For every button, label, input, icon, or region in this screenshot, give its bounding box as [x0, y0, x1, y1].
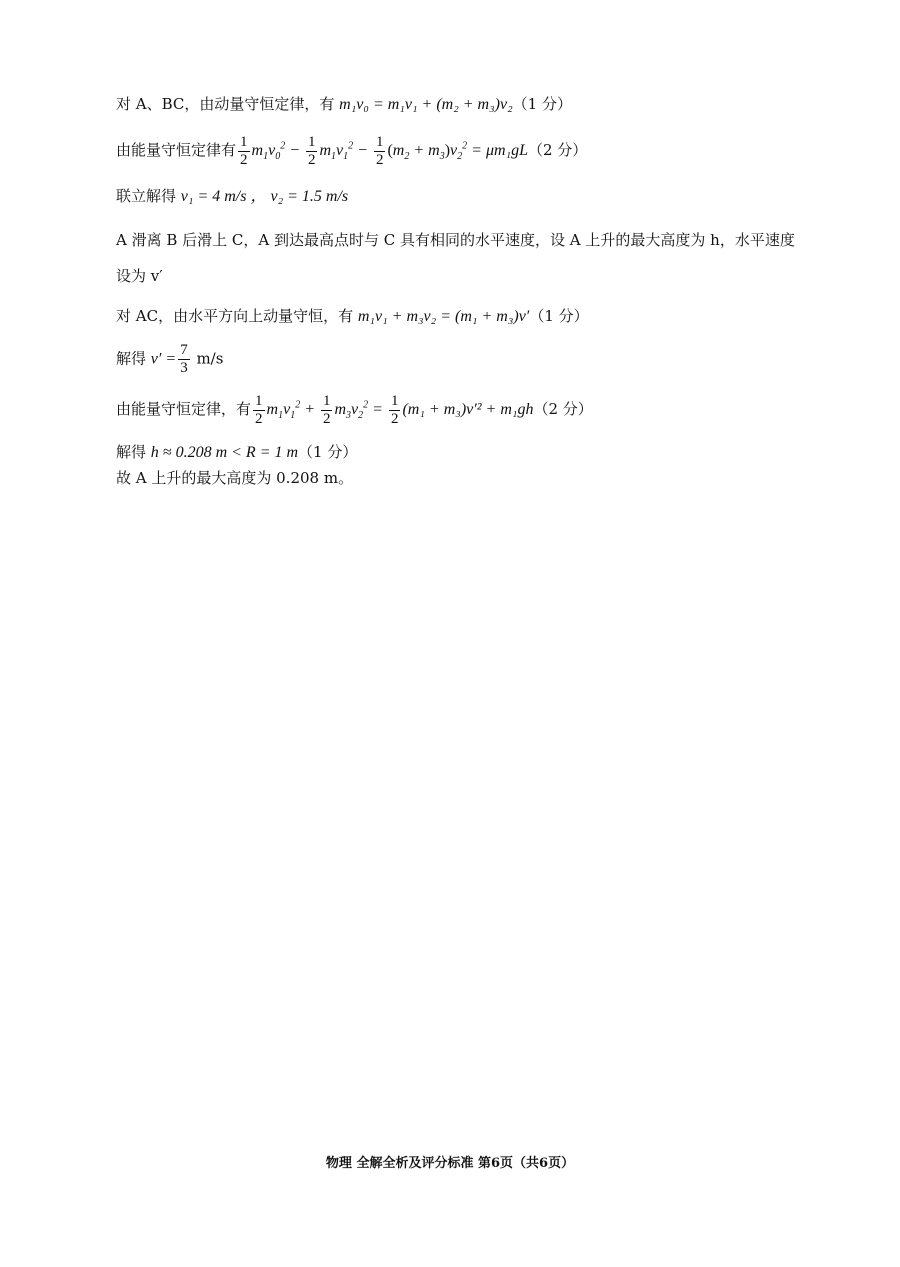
solution-line-energy-abc: [116, 134, 587, 169]
solution-line-conclusion: [116, 467, 353, 489]
math-expression: m₁v₁ + m₃v₂ = (m₁ + m₃)v′: [357, 308, 530, 325]
fraction-numerator: 7: [180, 342, 188, 358]
score-note: （1 分）: [529, 307, 589, 325]
solution-line-solve-vprime: [116, 342, 223, 377]
text-segment: 设为 v′: [116, 267, 163, 285]
solution-line-momentum-abc: [116, 93, 572, 116]
math-expression-energy: $\frac{1}{2}$ $m_1v_0^2$ − $\frac{1}{2}$ $m_1v_1^2$ − $\frac{1}{2}$ $(m_2 + m_3)v_2^2 = \mu m_1gL$: [240, 134, 528, 168]
score-note: （1 分）: [298, 443, 358, 461]
unit: m/s: [191, 349, 224, 368]
fraction-half: $\frac{1}{2}$: [240, 134, 248, 168]
math-lhs: v′ =: [150, 350, 177, 368]
math-tail: (m₁ + m₃)v′² + m₁gh: [402, 401, 534, 419]
score-note: （1 分）: [512, 95, 572, 113]
math-expression: h ≈ 0.208 m < R = 1 m: [150, 444, 299, 461]
text-segment: 解得: [116, 443, 151, 461]
text-segment: 对 AC，由水平方向上动量守恒，有: [116, 307, 358, 325]
page-footer: 物理 全解全析及评分标准 第6页（共6页）: [325, 1156, 575, 1171]
text-segment: 由能量守恒定律有: [116, 141, 237, 160]
fraction-half: $\frac{1}{2}$: [322, 393, 331, 427]
solution-line-description-cont: [116, 265, 163, 287]
fraction-half: $\frac{1}{2}$: [255, 393, 263, 427]
solution-line-solve-v: [116, 185, 348, 208]
fraction-half: $\frac{1}{2}$: [375, 134, 384, 168]
fraction-seven-thirds: [178, 342, 190, 377]
math-expression-energy-ac: $\frac{1}{2}$ $m_1v_1^2$ + $\frac{1}{2}$ $m_3v_2^2$ = $\frac{1}{2}$ (m₁ + m₃)v′² + m₁gh: [255, 393, 534, 427]
math-expression: v₁ = 4 m/s ， v₂ = 1.5 m/s: [180, 188, 349, 205]
score-note: （2 分）: [527, 141, 588, 160]
text-segment: 由能量守恒定律，有: [116, 400, 252, 419]
solution-line-momentum-ac: [116, 305, 589, 328]
math-tail: = μm₁gL: [471, 142, 528, 160]
fraction-denominator: 3: [180, 360, 188, 376]
text-segment: 故 A 上升的最大高度为 0.208 m。: [116, 469, 354, 487]
fraction-half: $\frac{1}{2}$: [390, 393, 399, 427]
score-note: （2 分）: [533, 400, 593, 419]
text-segment: 对 A、BC，由动量守恒定律，有: [116, 95, 340, 113]
solution-line-solve-h: [116, 441, 357, 464]
math-expression: m₁v₀ = m₁v₁ + (m₂ + m₃)v₂: [339, 96, 513, 113]
fraction-half: $\frac{1}{2}$: [307, 134, 316, 168]
text-segment: 联立解得: [116, 187, 181, 205]
solution-line-energy-ac: [116, 393, 593, 428]
text-segment: A 滑离 B 后滑上 C，A 到达最高点时与 C 具有相同的水平速度，设 A 上升的最大高度为 h，水平速度: [116, 231, 795, 249]
solution-line-description: [116, 229, 795, 251]
text-segment: 解得: [116, 349, 151, 368]
